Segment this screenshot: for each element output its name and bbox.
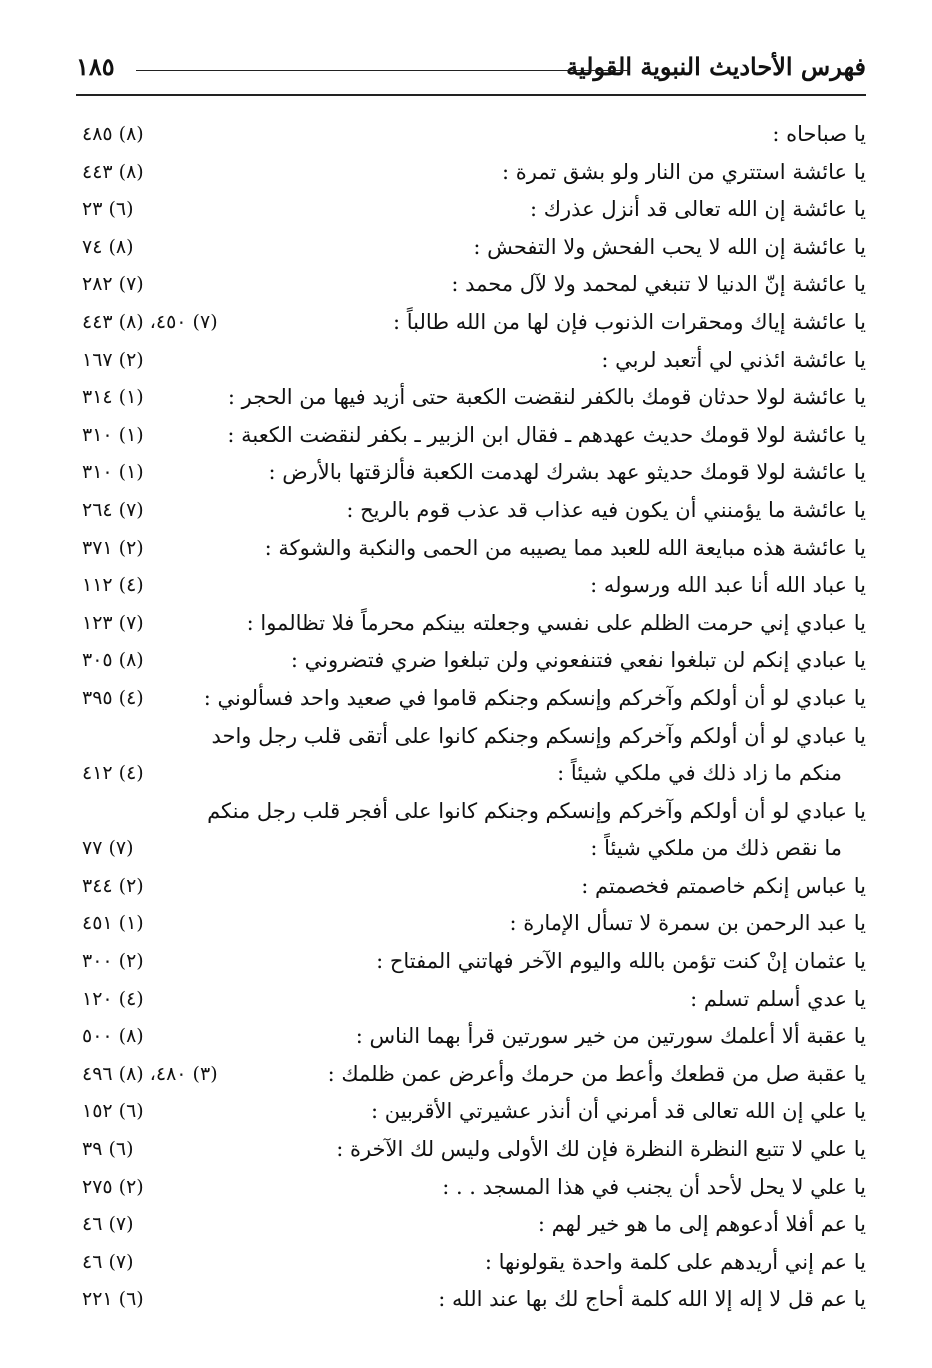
entry-line <box>82 116 866 154</box>
hadith-text: يا صباحاه : <box>772 122 866 146</box>
entry-line <box>82 154 866 192</box>
volume-page-reference: (٧) ٢٦٤ <box>82 498 144 521</box>
entry-line <box>82 981 866 1019</box>
entry-line <box>82 793 866 831</box>
volume-page-reference: (٢) ١٦٧ <box>82 348 144 371</box>
index-entry <box>82 379 866 417</box>
hadith-text: يا علي لا يحل لأحد أن يجنب في هذا المسجد . . : <box>442 1174 866 1199</box>
index-entry <box>82 718 866 793</box>
hadith-text: يا عبادي لو أن أولكم وآخركم وإنسكم وجنكم كانوا على أتقى قلب رجل واحد <box>211 723 866 748</box>
volume-page-reference: (٢) ٣٤٤ <box>82 874 144 897</box>
entry-line <box>82 943 866 981</box>
running-title: فهرس الأحاديث النبوية القولية <box>566 52 866 81</box>
entry-line <box>82 1244 866 1282</box>
volume-page-reference: (٨) ٤٨٥ <box>82 123 144 145</box>
volume-page-reference: (٦) ٢٢١ <box>82 1288 144 1311</box>
volume-page-reference: (٤) ٣٩٥ <box>82 686 144 709</box>
index-entry <box>82 981 866 1019</box>
hadith-text: يا علي إن الله تعالى قد أمرني أن أنذر عشيرتي الأقربين : <box>370 1099 866 1124</box>
volume-page-reference: (٤) ٤١٢ <box>82 762 144 785</box>
volume-page-reference: (٤) ١١٢ <box>82 574 144 597</box>
hadith-text: يا عدي أسلم تسلم : <box>690 986 866 1011</box>
volume-page-reference: (١) ٣١٠ <box>82 423 144 446</box>
hadith-text: يا عم إني أريدهم على كلمة واحدة يقولونها : <box>484 1249 866 1274</box>
volume-page-reference: (٢) ٢٧٥ <box>82 1175 144 1198</box>
index-entry <box>82 116 866 154</box>
hadith-text: يا عباس إنكم خاصمتم فخصمتم : <box>581 873 866 898</box>
hadith-text: يا عثمان إنْ كنت تؤمن بالله واليوم الآخر فهاتني المفتاح : <box>376 949 866 974</box>
index-entry <box>82 342 866 380</box>
entry-line <box>82 1169 866 1207</box>
entry-line <box>82 905 866 943</box>
index-entry <box>82 191 866 229</box>
page-number: ١٨٥ <box>76 52 115 81</box>
hadith-text: يا عبد الرحمن بن سمرة لا تسأل الإمارة : <box>509 911 866 936</box>
hadith-text: يا عائشة ائذني لي أتعبد لربي : <box>601 347 866 372</box>
index-entry <box>82 793 866 868</box>
index-entry <box>82 1131 866 1169</box>
index-entry <box>82 1206 866 1244</box>
volume-page-reference: (٤) ١٢٠ <box>82 987 144 1010</box>
entry-line <box>82 830 866 868</box>
volume-page-reference: (١) ٤٥١ <box>82 912 144 935</box>
hadith-text: يا عائشة إنّ الدنيا لا تنبغي لمحمد ولا لآل محمد : <box>451 272 866 297</box>
volume-page-reference: (١) ٣١٤ <box>82 386 144 409</box>
hadith-text: يا عائشة ما يؤمنني أن يكون فيه عذاب قد عذب قوم بالريح : <box>346 497 866 522</box>
hadith-text: ما نقص ذلك من ملكي شيئاً : <box>590 836 842 861</box>
volume-page-reference: (٣) ٤٨٠، (٨) ٤٩٦ <box>82 1062 218 1085</box>
volume-page-reference: (٢) ٣٧١ <box>82 536 144 559</box>
volume-page-reference: (٨) ٤٤٣ <box>82 160 144 183</box>
index-entry <box>82 605 866 643</box>
entry-line <box>82 266 866 304</box>
hadith-text: يا عقبة ألا أعلمك سورتين من خير سورتين قرأ بهما الناس : <box>355 1024 866 1049</box>
hadith-text: يا عبادي لو أن أولكم وآخركم وإنسكم وجنكم قاموا في صعيد واحد فسألوني : <box>203 685 866 710</box>
volume-page-reference: (٧) ١٢٣ <box>82 611 144 634</box>
entry-line <box>82 342 866 380</box>
index-entry <box>82 868 866 906</box>
hadith-text: منكم ما زاد ذلك في ملكي شيئاً : <box>557 761 842 786</box>
hadith-text: يا عائشة إن الله تعالى قد أنزل عذرك : <box>529 197 866 222</box>
header-underline <box>76 94 866 96</box>
hadith-text: يا عائشة هذه مبايعة الله للعبد مما يصيبه من الحمى والنكبة والشوكة : <box>264 535 866 560</box>
index-entry <box>82 905 866 943</box>
hadith-index-list <box>82 116 866 1319</box>
volume-page-reference: (٨) ٧٤ <box>82 235 134 258</box>
index-entry <box>82 943 866 981</box>
index-entry <box>82 1056 866 1094</box>
index-entry <box>82 1018 866 1056</box>
index-entry <box>82 154 866 192</box>
hadith-text: يا عائشة لولا حدثان قومك بالكفر لنقضت الكعبة حتى أزيد فيها من الحجر : <box>227 385 866 410</box>
entry-line <box>82 1093 866 1131</box>
index-entry <box>82 1244 866 1282</box>
hadith-text: يا عائشة استتري من النار ولو بشق تمرة : <box>501 159 866 184</box>
volume-page-reference: (٧) ٢٨٢ <box>82 273 144 296</box>
entry-line <box>82 304 866 342</box>
entry-line <box>82 718 866 756</box>
entry-line <box>82 755 866 793</box>
volume-page-reference: (١) ٣١٠ <box>82 461 144 484</box>
entry-line <box>82 868 866 906</box>
entry-line <box>82 379 866 417</box>
entry-line <box>82 1018 866 1056</box>
hadith-text: يا عائشة إن الله لا يحب الفحش ولا التفحش : <box>473 234 866 259</box>
volume-page-reference: (٢) ٣٠٠ <box>82 950 144 973</box>
index-entry <box>82 229 866 267</box>
page-header <box>76 48 866 96</box>
entry-line <box>82 680 866 718</box>
hadith-text: يا عائشة إياك ومحقرات الذنوب فإن لها من الله طالباً : <box>393 309 866 334</box>
entry-line <box>82 1131 866 1169</box>
volume-page-reference: (٦) ١٥٢ <box>82 1100 144 1123</box>
volume-page-reference: (٦) ٣٩ <box>82 1138 134 1161</box>
entry-line <box>82 191 866 229</box>
entry-line <box>82 1281 866 1319</box>
hadith-text: يا عقبة صل من قطعك وأعط من حرمك وأعرض عمن ظلمك : <box>327 1061 866 1086</box>
index-entry <box>82 492 866 530</box>
index-entry <box>82 1169 866 1207</box>
hadith-text: يا عم أفلا أدعوهم إلى ما هو خير لهم : <box>537 1212 866 1237</box>
hadith-text: يا عائشة لولا قومك حديث عهدهم ـ فقال ابن الزبير ـ بكفر لنقضت الكعبة : <box>227 422 866 447</box>
index-entry <box>82 567 866 605</box>
entry-line <box>82 229 866 267</box>
index-entry <box>82 530 866 568</box>
volume-page-reference: (٧) ٤٦ <box>82 1213 134 1236</box>
index-entry <box>82 1281 866 1319</box>
volume-page-reference: (٧) ٧٧ <box>82 837 134 860</box>
hadith-text: يا عبادي إني حرمت الظلم على نفسي وجعلته بينكم محرماً فلا تظالموا : <box>246 610 866 635</box>
entry-line <box>82 530 866 568</box>
index-entry <box>82 680 866 718</box>
hadith-text: يا عم قل لا إله إلا الله كلمة أحاج لك بها عند الله : <box>438 1287 866 1312</box>
index-entry <box>82 417 866 455</box>
header-rule <box>136 70 630 71</box>
hadith-text: يا علي لا تتبع النظرة النظرة فإن لك الأولى وليس لك الآخرة : <box>336 1137 866 1162</box>
entry-line <box>82 642 866 680</box>
hadith-text: يا عائشة لولا قومك حديثو عهد بشرك لهدمت الكعبة فألزقتها بالأرض : <box>268 460 866 485</box>
index-entry <box>82 1093 866 1131</box>
volume-page-reference: (٦) ٢٣ <box>82 198 134 221</box>
entry-line <box>82 454 866 492</box>
entry-line <box>82 417 866 455</box>
entry-line <box>82 492 866 530</box>
entry-line <box>82 1056 866 1094</box>
hadith-text: يا عبادي لو أن أولكم وآخركم وإنسكم وجنكم كانوا على أفجر قلب رجل منكم <box>207 798 866 823</box>
volume-page-reference: (٨) ٥٠٠ <box>82 1025 144 1048</box>
volume-page-reference: (٨) ٣٠٥ <box>82 649 144 672</box>
index-entry <box>82 304 866 342</box>
entry-line <box>82 1206 866 1244</box>
hadith-text: يا عبادي إنكم لن تبلغوا نفعي فتنفعوني ولن تبلغوا ضري فتضروني : <box>290 648 866 673</box>
entry-line <box>82 567 866 605</box>
index-entry <box>82 454 866 492</box>
index-entry <box>82 642 866 680</box>
entry-line <box>82 605 866 643</box>
hadith-text: يا عباد الله أنا عبد الله ورسوله : <box>590 573 866 598</box>
volume-page-reference: (٧) ٤٦ <box>82 1250 134 1273</box>
index-entry <box>82 266 866 304</box>
volume-page-reference: (٧) ٤٥٠، (٨) ٤٤٣ <box>82 310 218 333</box>
